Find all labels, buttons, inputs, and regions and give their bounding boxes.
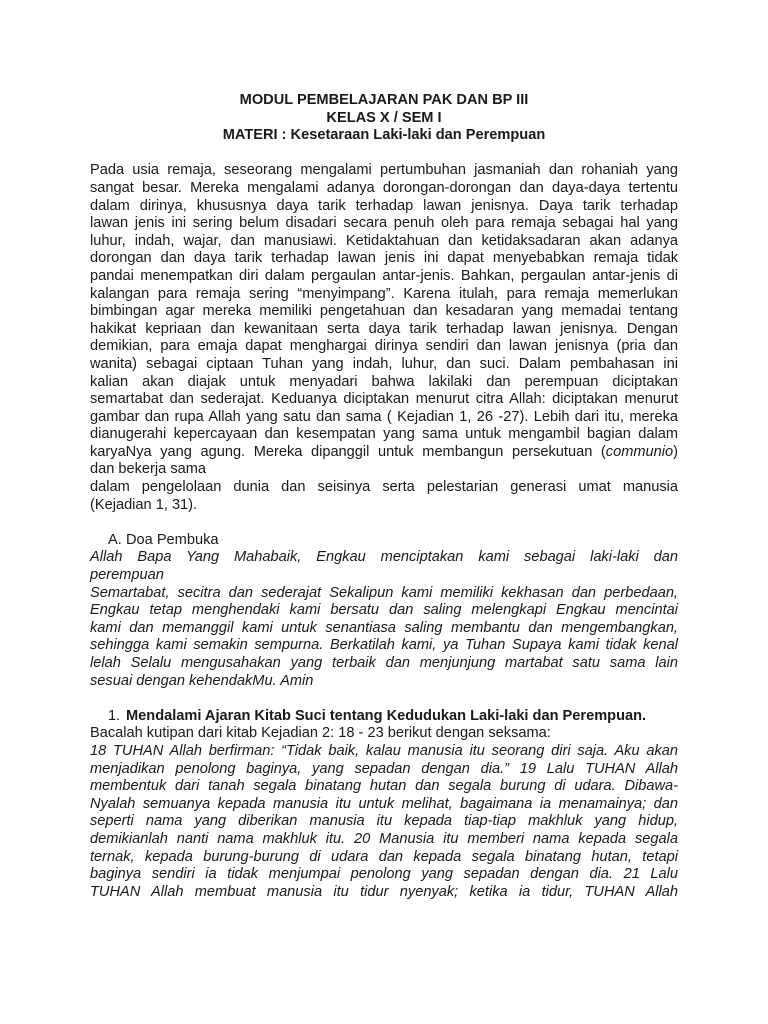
prayer-line: Semartabat, secitra dan sederajat Sekalipun kami memiliki kekhasan dan perbedaan,: [90, 584, 678, 601]
opening-prayer-section: [90, 532, 678, 690]
intro-line: sangat besar. Mereka mengalami adanya dorongan-dorongan dan daya-daya tertentu: [90, 179, 678, 196]
prayer-line: Allah Bapa Yang Mahabaik, Engkau menciptakan kami sebagai laki-laki dan: [90, 549, 678, 566]
scripture-heading: [90, 708, 678, 726]
list-marker: 1.: [108, 707, 121, 724]
intro-line: lawan jenis ini sering belum disadari secara penuh oleh para remaja sebagai hal yang: [90, 215, 678, 232]
opening-prayer-heading: [90, 532, 678, 550]
intro-text: ): [673, 443, 678, 460]
intro-line: dalam pengelolaan dunia dan seisinya serta pelestarian generasi umat manusia: [90, 479, 678, 496]
intro-line: dianugerahi kepercayaan dan kesempatan yang sama untuk mengambil bagian dalam: [90, 426, 678, 443]
intro-line: kalangan para remaja sering “menyimpang”. Karena itulah, para remaja memerlukan: [90, 285, 678, 302]
heading-text: Mendalami Ajaran Kitab Suci tentang Kedudukan Laki-laki dan Perempuan.: [126, 707, 647, 724]
intro-line: wanita) sebagai ciptaan Tuhan yang indah, luhur, dan suci. Dalam pembahasan ini: [90, 355, 678, 372]
scripture-line: ternak, kepada burung-burung di udara dan kepada segala binatang hutan, tetapi: [90, 848, 678, 865]
intro-line: hakikat kepriaan dan kewanitaan serta daya tarik terhadap lawan jenisnya. Dengan: [90, 320, 678, 337]
prayer-line: perempuan: [90, 567, 164, 584]
intro-line: luhur, indah, wajar, dan manusiawi. Ketidaktahuan dan ketidaksadaran akan adanya: [90, 232, 678, 249]
prayer-line: Engkau tetap menghendaki kami bersatu dan saling melengkapi Engkau mencintai: [90, 602, 678, 619]
intro-line: kalian akan diajak untuk menyadari bahwa lakilaki dan perempuan diciptakan: [90, 373, 678, 390]
prayer-line: kami dan memanggil kami untuk senantiasa saling membantu dan mengembangkan,: [90, 619, 678, 636]
intro-line: pandai menempatkan diri dalam pergaulan antar-jenis. Bahkan, pergaulan antar-jenis di: [90, 267, 678, 284]
class-semester: KELAS X / SEM I: [326, 109, 442, 126]
intro-line-communio: [90, 444, 678, 462]
heading-text: Doa Pembuka: [126, 531, 219, 548]
intro-line: Pada usia remaja, seseorang mengalami pertumbuhan jasmaniah dan rohaniah yang: [90, 162, 678, 179]
scripture-line: membentuk dari tanah segala binatang hutan dan segala burung di udara. Dibawa-: [90, 778, 678, 795]
material-title: MATERI : Kesetaraan Laki-laki dan Perempuan: [222, 127, 546, 144]
scripture-line: TUHAN Allah membuat manusia itu tidur nyenyak; ketika ia tidur, TUHAN Allah: [90, 883, 678, 900]
communio-term: communio: [605, 443, 674, 460]
prayer-line: sesuai dengan kehendakMu. Amin: [90, 672, 314, 689]
intro-text: karyaNya yang agung. Mereka dipanggil untuk membangun persekutuan (: [90, 443, 606, 460]
intro-line: semartabat dan sederajat. Keduanya diciptakan menurut citra Allah: diciptakan menurut: [90, 391, 678, 408]
scripture-section: [90, 708, 678, 902]
intro-paragraph: [90, 162, 678, 514]
intro-line: dalam dirinya, khususnya daya tarik terhadap lawan jenisnya. Daya tarik terhadap: [90, 197, 678, 214]
list-marker: A.: [108, 531, 122, 548]
intro-line: dan bekerja sama: [90, 461, 207, 478]
intro-line: gambar dan rupa Allah yang satu dan sama ( Kejadian 1, 26 -27). Lebih dari itu, mereka: [90, 408, 678, 425]
scripture-line: seperti nama yang diberikan manusia itu kepada tiap-tiap makhluk yang hidup,: [90, 813, 678, 830]
scripture-line: demikianlah nanti nama makhluk itu. 20 Manusia itu memberi nama kepada segala: [90, 830, 678, 847]
reading-instruction: Bacalah kutipan dari kitab Kejadian 2: 18 - 23 berikut dengan seksama:: [90, 725, 551, 742]
scripture-line: menjadikan penolong baginya, yang sepadan dengan dia.” 19 Lalu TUHAN Allah: [90, 760, 678, 777]
intro-line: dorongan dan daya tarik terhadap lawan jenis ini dapat menyebabkan remaja tidak: [90, 250, 678, 267]
intro-line: demikian, para emaja dapat menghargai dirinya sendiri dan lawan jenisnya (pria dan: [90, 338, 678, 355]
prayer-line: sehingga kami semakin sempurna. Berkatilah kami, ya Tuhan Supaya kami tidak kenal: [90, 637, 678, 654]
document-title: [90, 92, 678, 145]
intro-line: bimbingan agar mereka memiliki pengetahuan dan kesadaran yang memadai tentang: [90, 303, 678, 320]
intro-line: (Kejadian 1, 31).: [90, 496, 198, 513]
scripture-line: Nyalah semuanya kepada manusia itu untuk melihat, bagaimana ia menamainya; dan: [90, 795, 678, 812]
scripture-line: 18 TUHAN Allah berfirman: “Tidak baik, kalau manusia itu seorang diri saja. Aku akan: [90, 742, 678, 759]
scripture-line: baginya sendiri ia tidak menjumpai penolong yang sepadan dengan dia. 21 Lalu: [90, 866, 678, 883]
prayer-line: lelah Selalu mengusahakan yang terbaik dan menjunjung martabat satu sama lain: [90, 655, 678, 671]
document-page: [90, 92, 678, 901]
module-title: MODUL PEMBELAJARAN PAK DAN BP III: [239, 92, 529, 108]
